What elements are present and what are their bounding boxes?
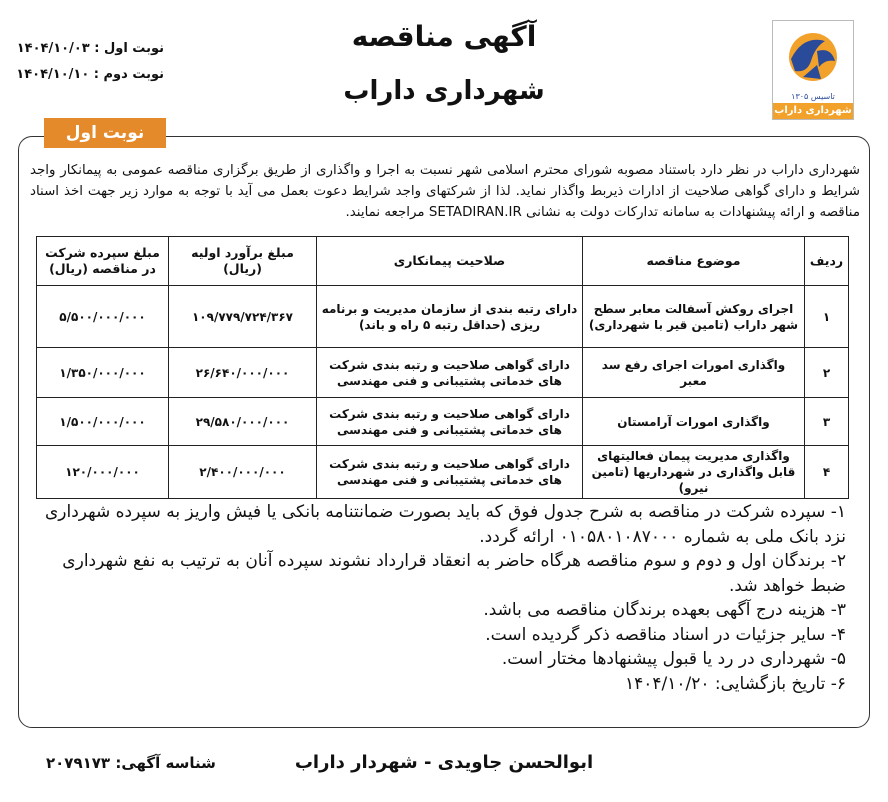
table-header-row: [37, 237, 849, 286]
cell-qualification: دارای گواهی صلاحیت و رتبه بندی شرکت های خدماتی پشتیبانی و فنی مهندسی: [317, 348, 583, 398]
logo-year: تاسیس ۱۳۰۵: [791, 92, 835, 101]
cell-subject: اجرای روکش آسفالت معابر سطح شهر داراب (تامین قیر با شهرداری): [583, 286, 805, 348]
cell-qualification: دارای گواهی صلاحیت و رتبه بندی شرکت های خدماتی پشتیبانی و فنی مهندسی: [317, 446, 583, 499]
table-row: [37, 286, 849, 348]
cell-deposit: ۱/۵۰۰/۰۰۰/۰۰۰: [37, 398, 169, 446]
cell-row-number: ۴: [805, 446, 849, 499]
cell-subject: واگذاری امورات آرامستان: [583, 398, 805, 446]
ad-id: شناسه آگهی: ۲۰۷۹۱۷۳: [46, 754, 216, 772]
first-round-date: نوبت اول : ۱۴۰۴/۱۰/۰۳: [16, 41, 164, 56]
cell-qualification: دارای رتبه بندی از سازمان مدیریت و برنامه ریزی (حداقل رتبه ۵ راه و باند): [317, 286, 583, 348]
cell-row-number: ۲: [805, 348, 849, 398]
table-row: [37, 446, 849, 499]
cell-row-number: ۳: [805, 398, 849, 446]
cell-qualification: دارای گواهی صلاحیت و رتبه بندی شرکت های خدماتی پشتیبانی و فنی مهندسی: [317, 398, 583, 446]
condition-item: ۵- شهرداری در رد یا قبول پیشنهادها مختار است.: [501, 649, 846, 669]
condition-item: ۲- برندگان اول و دوم و سوم مناقصه هرگاه حاضر به انعقاد قرارداد نشوند سپرده آنان به ترتیب به نفع شهرداری ضبط خواهد شد.: [62, 551, 846, 596]
tender-table: [36, 236, 849, 499]
condition-item: ۶- تاریخ بازگشایی: ۱۴۰۴/۱۰/۲۰: [624, 673, 846, 694]
table-row: [37, 398, 849, 446]
publication-dates: [14, 36, 164, 88]
cell-estimate: ۱۰۹/۷۷۹/۷۲۴/۳۶۷: [169, 286, 317, 348]
cell-estimate: ۲۹/۵۸۰/۰۰۰/۰۰۰: [169, 398, 317, 446]
col-header-qualification: صلاحیت پیمانکاری: [317, 237, 583, 286]
condition-item: ۴- سایر جزئیات در اسناد مناقصه ذکر گردیده است.: [485, 624, 846, 645]
intro-paragraph: شهرداری داراب در نظر دارد باستناد مصوبه شورای محترم اسلامی شهر نسبت به اجرا و واگذاری از طریق برگزاری مناقصه عمومی به پیمانکار واجد شرایط و دارای گواهی صلاحیت از ادارات ذیربط واگذار نماید. لذا از شرکتهای واجد شرایط دعوت بعمل می آید با توجه به موارد زیر جهت اخذ اسناد مناقصه و ارائه پیشنهادات به سامانه تدارکات دولت به نشانی SETADIRAN.IR مراجعه نمایند.: [30, 163, 860, 220]
table-row: [37, 348, 849, 398]
col-header-row-number: ردیف: [805, 237, 849, 286]
cell-subject: واگذاری مدیریت پیمان فعالیتهای قابل واگذاری در شهرداریها (تامین نیرو): [583, 446, 805, 499]
conditions-list: [36, 500, 846, 696]
round-badge: نوبت اول: [44, 118, 166, 148]
col-header-estimate: مبلغ برآورد اولیه (ریال): [169, 237, 317, 286]
second-round-date: نوبت دوم : ۱۴۰۴/۱۰/۱۰: [16, 67, 164, 82]
condition-item: ۳- هزینه درج آگهی بعهده برندگان مناقصه می باشد.: [483, 600, 846, 620]
cell-estimate: ۲/۴۰۰/۰۰۰/۰۰۰: [169, 446, 317, 499]
mayor-signature: ابوالحسن جاویدی - شهردار داراب: [294, 752, 594, 773]
notice-title: آگهی مناقصه: [351, 20, 537, 53]
condition-item: ۱- سپرده شرکت در مناقصه به شرح جدول فوق که باید بصورت ضمانتنامه بانکی یا فیش واریز به سپرده شهرداری نزد بانک ملی به شماره ۰۱۰۵۸۰۱۰۸۷۰۰۰ ارائه گردد.: [44, 502, 846, 547]
cell-deposit: ۵/۵۰۰/۰۰۰/۰۰۰: [37, 286, 169, 348]
cell-deposit: ۱/۳۵۰/۰۰۰/۰۰۰: [37, 348, 169, 398]
cell-deposit: ۱۲۰/۰۰۰/۰۰۰: [37, 446, 169, 499]
col-header-subject: موضوع مناقصه: [583, 237, 805, 286]
notice-subtitle: شهرداری داراب: [343, 76, 545, 106]
cell-subject: واگذاری امورات اجرای رفع سد معبر: [583, 348, 805, 398]
cell-row-number: ۱: [805, 286, 849, 348]
logo-caption: شهرداری داراب: [773, 103, 853, 119]
cell-estimate: ۲۶/۶۴۰/۰۰۰/۰۰۰: [169, 348, 317, 398]
col-header-deposit: مبلغ سپرده شرکت در مناقصه (ریال): [37, 237, 169, 286]
